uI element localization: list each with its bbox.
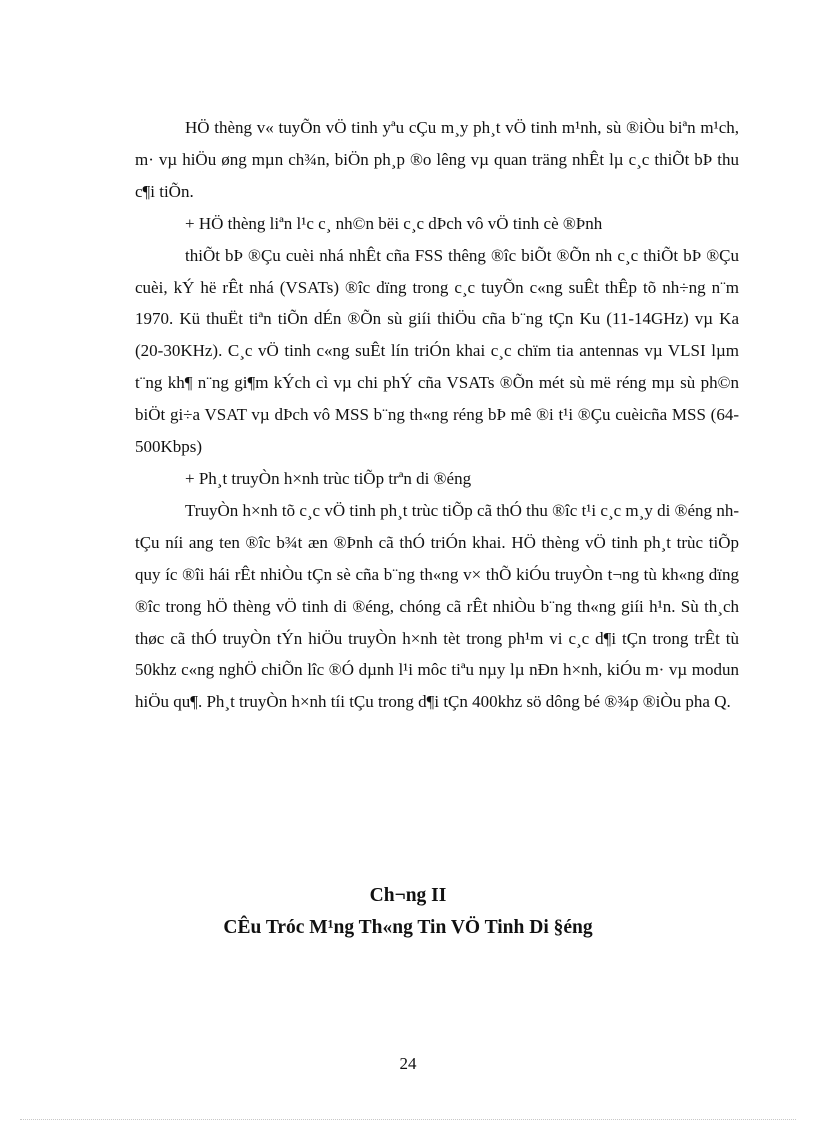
chapter-number: Ch¬ng II <box>369 885 447 906</box>
paragraph-tv-broadcast: TruyÒn h×nh tõ c¸c vÖ tinh ph¸t trùc tiÕp cã thÓ thu ®îc t¹i c¸c m¸y di ®éng nh tÇu níi ang ten ®îc b¾t æn ®Þnh cã thÓ triÓn khai. HÖ thèng vÖ tinh ph¸t trùc tiÕp quy íc ®îi hái rÊt nhiÒu tÇn sè cña b¨ng th«ng v× thÕ kiÓu truyÒn t¬ng tù kh«ng dïng ®îc trong hÖ thèng vÖ tinh di ®éng, chóng cã rÊt nhiÒu b¨ng th«ng giíi h¹n. Sù th¸ch thøc cã thÓ truyÒn tÝn hiÖu truyÒn h×nh tèt trong ph¹m vi c¸c d¶i tÇn trong trÊt tù 50khz c«ng nghÖ chiÕn lîc ®Ó dµnh l¹i môc tiªu nµy lµ nÐn h×nh, kiÓu m· vµ modun hiÖu qu¶. Ph¸t truyÒn h×nh tíi tÇu trong d¶i tÇn 400khz sö dông bé ®¾p ®iÒu pha Q. <box>135 500 739 712</box>
paragraph-heading-personal-comms: + HÖ thèng liªn l¹c c¸ nh©n bëi c¸c dÞch vô vÖ tinh cè ®Þnh <box>185 213 603 233</box>
paragraph-vsat: thiÕt bÞ ®Çu cuèi nhá nhÊt cña FSS thêng ®îc biÕt ®Õn nh c¸c thiÕt bÞ ®Çu cuèi, kÝ hë rÊt nhá (VSATs) ®îc dïng trong c¸c tuyÕn c«ng suÊt thÊp tõ nh÷ng n¨m 1970. Kü thuËt tiªn tiÕn dÉn ®Õn sù giíi thiÖu cña b¨ng tÇn Ku (11-14GHz) vµ Ka (20-30KHz). C¸c vÖ tinh c«ng suÊt lín triÓn khai c¸c chïm tia antennas vµ VLSI lµm t¨ng kh¶ n¨ng gi¶m kÝch cì vµ chi phÝ cña VSATs ®Õn mét sù më réng mµ sù ph©n biÖt gi÷a VSAT vµ dÞch vô MSS b¨ng th«ng réng bÞ mê ®i t¹i ®Çu cuèicña MSS (64-500Kbps) <box>135 245 739 457</box>
body-text <box>135 112 739 718</box>
paragraph-heading-direct-broadcast: + Ph¸t truyÒn h×nh trùc tiÕp trªn di ®éng <box>185 468 472 488</box>
page-bottom-divider <box>20 1119 796 1120</box>
page-number: 24 <box>399 1054 417 1073</box>
chapter-title: CÊu Tróc M¹ng Th«ng Tin VÖ Tinh Di §éng <box>223 917 593 938</box>
paragraph-intro: HÖ thèng v« tuyÕn vÖ tinh yªu cÇu m¸y ph¸t vÖ tinh m¹nh, sù ®iÒu biªn m¹ch, m· vµ hiÖu øng mµn ch¾n, biÖn ph¸p ®o lêng vµ quan träng nhÊt lµ c¸c thiÕt bÞ thu c¶i tiÕn. <box>135 118 739 201</box>
